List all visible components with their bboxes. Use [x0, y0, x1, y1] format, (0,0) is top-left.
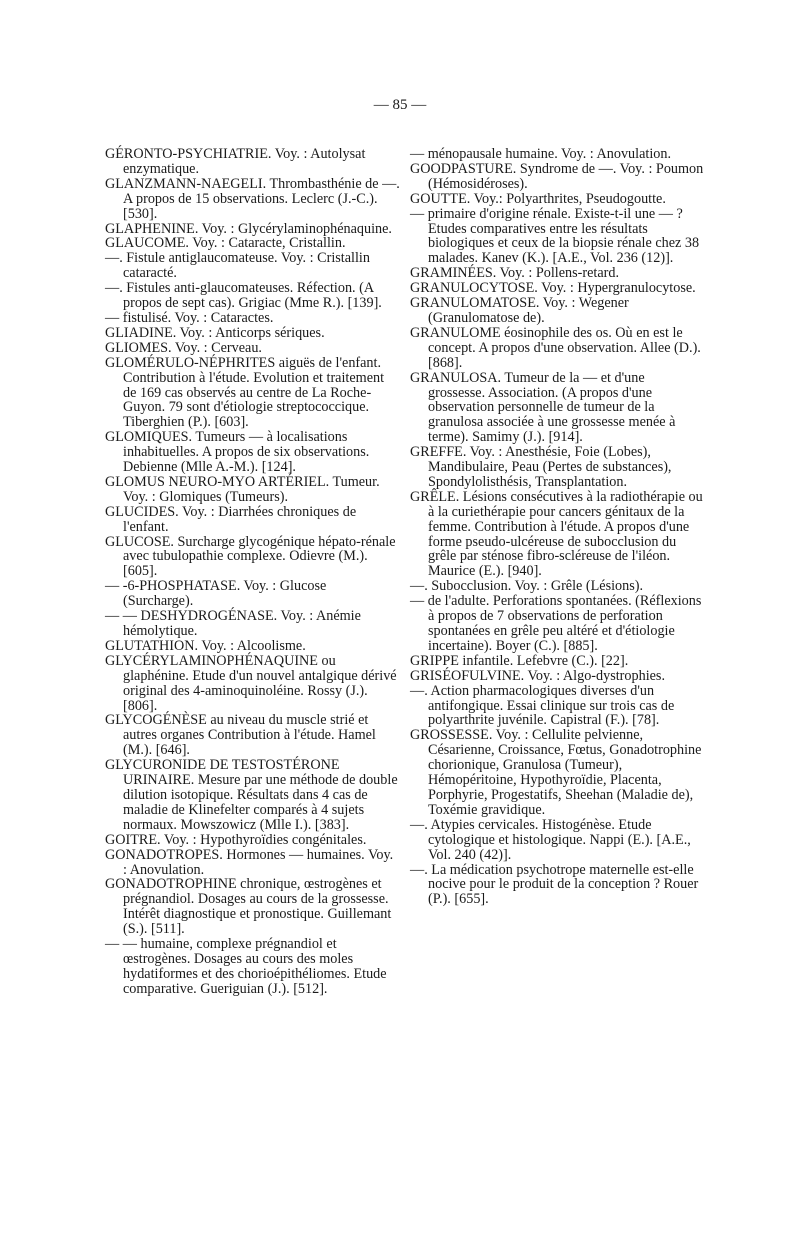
index-entry: GLIOMES. Voy. : Cerveau. — [105, 339, 262, 356]
index-entry: GLUCOSE. Surcharge glycogénique hépato-rénale avec tubulopathie complexe. Odievre (M.). [605]. — [105, 533, 396, 580]
index-entry: GRAMINÉES. Voy. : Pollens-retard. — [410, 265, 619, 282]
index-entry: GRANULOSA. Tumeur de la — et d'une grossesse. Association. (A propos d'une observation personnelle de tumeur de la granulosa associée à une grossesse menée à terme). Samimy (J.). [914]. — [410, 369, 676, 446]
index-entry: GLAPHENINE. Voy. : Glycérylaminophénaquine. — [105, 220, 392, 237]
index-entry: GOUTTE. Voy.: Polyarthrites, Pseudogoutte. — [410, 190, 666, 207]
index-entry: GRISÉOFULVINE. Voy. : Algo-dystrophies. — [410, 667, 665, 684]
index-entry: —. Atypies cervicales. Histogénèse. Etude cytologique et histologique. Nappi (E.). [A.E., Vol. 240 (42)]. — [410, 816, 691, 863]
index-entry: — — DESHYDROGÉNASE. Voy. : Anémie hémolytique. — [105, 608, 361, 639]
index-entry: GLANZMANN-NAEGELI. Thrombasthénie de —. A propos de 15 observations. Leclerc (J.-C.). [530]. — [105, 175, 400, 222]
index-entry: GRANULOMATOSE. Voy. : Wegener (Granulomatose de). — [410, 295, 629, 326]
index-entry: GOODPASTURE. Syndrome de —. Voy. : Poumon (Hémosidéroses). — [410, 160, 704, 192]
page-number: — 85 — — [373, 97, 427, 113]
index-entry: GLYCURONIDE DE TESTOSTÉRONE URINAIRE. Mesure par une méthode de double dilution isotopique. Résultats dans 4 cas de maladie de Klinefelter comparés à 4 sujets normaux. Mowszowicz (Mlle I.). [383]. — [105, 757, 398, 833]
index-entry: GLUCIDES. Voy. : Diarrhées chroniques de l'enfant. — [105, 503, 357, 535]
index-entry: GLAUCOME. Voy. : Cataracte, Cristallin. — [105, 235, 346, 252]
index-entry: GRIPPE infantile. Lefebvre (C.). [22]. — [410, 652, 629, 669]
index-entry: —. Fistules anti-glaucomateuses. Réfection. (A propos de sept cas). Grigiac (Mme R.). [139]. — [105, 280, 382, 312]
index-entry: GLYCÉRYLAMINOPHÉNAQUINE ou glaphénine. Etude d'un nouvel antalgique dérivé original des 4-aminoquinoléine. Rossy (J.). [806]. — [105, 652, 397, 714]
left-column — [105, 147, 400, 997]
index-entry: GREFFE. Voy. : Anesthésie, Foie (Lobes), Mandibulaire, Peau (Pertes de substances), Spondylolisthésis, Transplantation. — [410, 444, 672, 490]
index-entry: — — humaine, complexe prégnandiol et œstrogènes. Dosages au cours des moles hydatiformes et des chorioépithéliomes. Etude comparative. Gueriguian (J.). [512]. — [105, 936, 387, 997]
index-entry: GROSSESSE. Voy. : Cellulite pelvienne, Césarienne, Croissance, Fœtus, Gonadotrophine chorionique, Granulosa (Tumeur), Hémopéritoine, Hypothyroïdie, Placenta, Porphyrie, Progestatifs, Sheehan (Maladie de), Toxémie gravidique. — [410, 727, 702, 818]
right-column — [410, 147, 705, 907]
index-entry: — ménopausale humaine. Voy. : Anovulation. — [410, 146, 671, 162]
index-entry: GLYCOGÉNÈSE au niveau du muscle strié et autres organes Contribution à l'étude. Hamel (M.). [646]. — [105, 712, 376, 759]
index-entry: —. Action pharmacologiques diverses d'un antifongique. Essai clinique sur trois cas de polyarthrite juvénile. Capistral (F.). [78]. — [410, 682, 675, 729]
index-entry: GLOMIQUES. Tumeurs — à localisations inhabituelles. A propos de six observations. Debienne (Mlle A.-M.). [124]. — [105, 429, 370, 476]
index-entry: —. Subocclusion. Voy. : Grêle (Lésions). — [410, 578, 644, 595]
index-entry: GLOMUS NEURO-MYO ARTÉRIEL. Tumeur. Voy. : Glomiques (Tumeurs). — [105, 473, 380, 505]
index-entry: GOITRE. Voy. : Hypothyroïdies congénitales. — [105, 831, 367, 848]
index-entry: GLOMÉRULO-NÉPHRITES aiguës de l'enfant. Contribution à l'étude. Evolution et traitement de 169 cas observés au centre de La Roche-Guyon. 79 sont d'étiologie streptococcique. Tiberghien (P.). [603]. — [105, 354, 385, 431]
index-entry: GLIADINE. Voy. : Anticorps sériques. — [105, 324, 325, 341]
index-entry: —. La médication psychotrope maternelle est-elle nocive pour le produit de la conception ? Rouer (P.). [655]. — [410, 861, 699, 908]
index-entry: —. Fistule antiglaucomateuse. Voy. : Cristallin cataracté. — [105, 250, 370, 282]
index-entry: GÉRONTO-PSYCHIATRIE. Voy. : Autolysat enzymatique. — [105, 146, 366, 177]
index-entry: GONADOTROPHINE chronique, œstrogènes et prégnandiol. Dosages au cours de la grossesse. Intérêt diagnostique et pronostique. Guillemant (S.). [511]. — [105, 876, 392, 938]
index-entry: GRÊLE. Lésions consécutives à la radiothérapie ou à la curiethérapie pour cancers génitaux de la femme. Contribution à l'étude. A propos d'une forme pseudo-ulcéreuse de subocclusion du grêle par sténose fibro-scléreuse de l'iléon. Maurice (E.). [940]. — [410, 488, 703, 580]
index-entry: GONADOTROPES. Hormones — humaines. Voy. : Anovulation. — [105, 846, 394, 878]
index-entry: GRANULOCYTOSE. Voy. : Hypergranulocytose. — [410, 280, 696, 297]
index-entry: — primaire d'origine rénale. Existe-t-il une — ? Etudes comparatives entre les résultats biologiques et ceux de la biopsie rénale chez 38 malades. Kanev (K.). [A.E., Vol. 236 (12)]. — [410, 205, 700, 267]
index-entry: — fistulisé. Voy. : Cataractes. — [105, 309, 274, 326]
index-entry: — de l'adulte. Perforations spontanées. (Réflexions à propos de 7 observations de perforation spontanées en grêle peu altéré et d'étiologie incertaine). Boyer (C.). [885]. — [410, 593, 702, 654]
index-entry: GRANULOME éosinophile des os. Où en est le concept. A propos d'une observation. Allee (D.). [868]. — [410, 324, 701, 371]
index-entry: GLUTATHION. Voy. : Alcoolisme. — [105, 637, 306, 654]
index-entry: — -6-PHOSPHATASE. Voy. : Glucose (Surcharge). — [105, 578, 327, 610]
